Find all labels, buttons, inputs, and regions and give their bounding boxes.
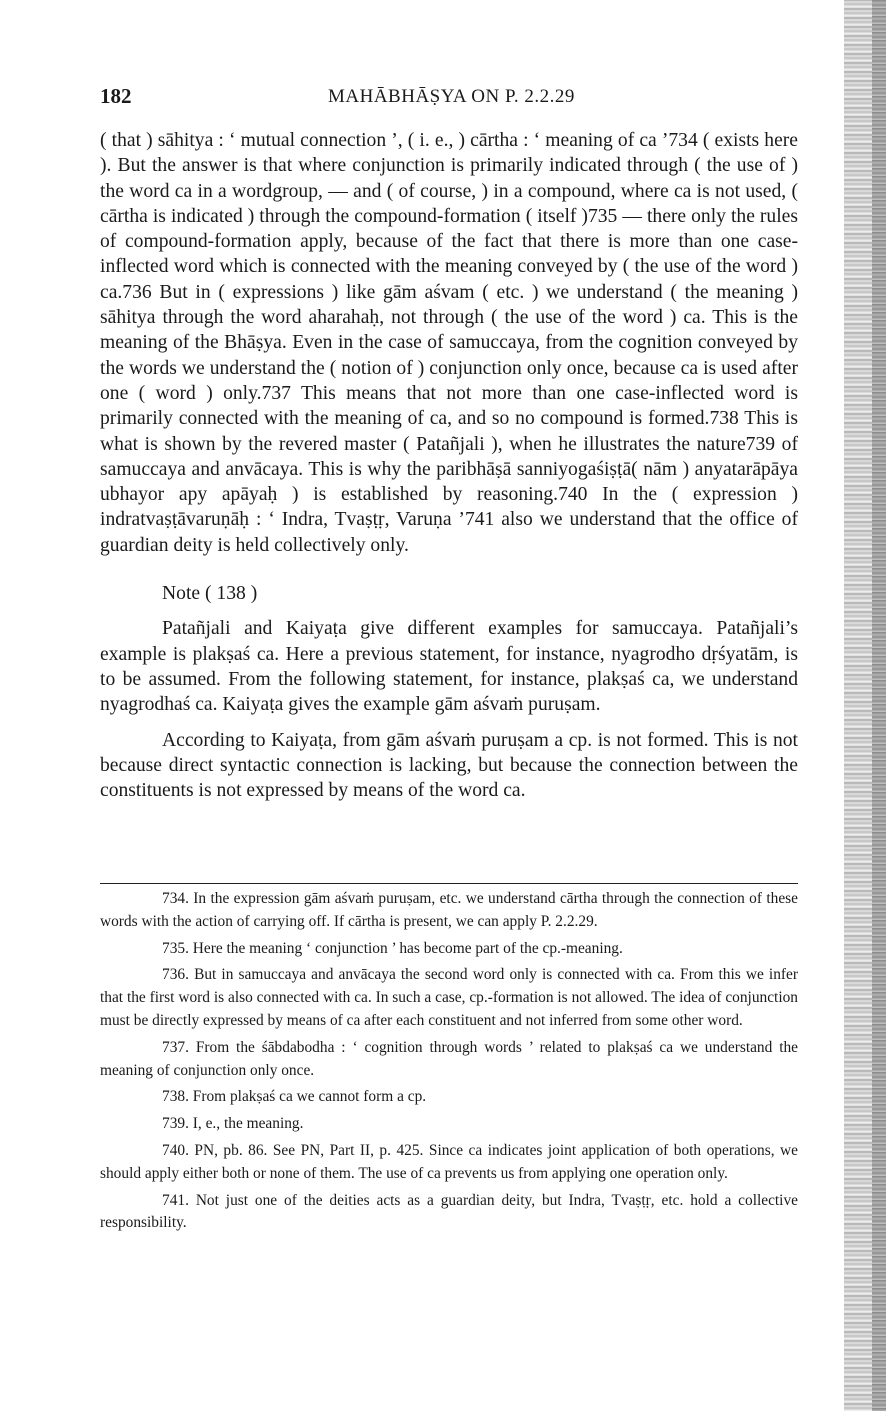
footnote: 740. PN, pb. 86. See PN, Part II, p. 425. Since ca indicates joint application of both operations, we should apply either both or none of them. The use of ca prevents us from applying one operation only. — [100, 1141, 798, 1182]
page-number: 182 — [100, 84, 132, 108]
footnote-divider — [100, 883, 798, 884]
footnotes — [100, 888, 798, 1239]
scanned-page-edge — [844, 0, 886, 1411]
note-heading: Note ( 138 ) — [162, 583, 258, 605]
page-header — [100, 84, 800, 114]
footnote: 741. Not just one of the deities acts as a guardian deity, but Indra, Tvaṣṭṛ, etc. hold a collective responsibility. — [100, 1191, 798, 1232]
running-head: MAHĀBHĀṢYA ON P. 2.2.29 — [328, 86, 575, 107]
footnote: 739. I, e., the meaning. — [162, 1115, 304, 1133]
footnote: 737. From the śābdabodha : ‘ cognition through words ’ related to plakṣaś ca we understand the meaning of conjunction only once. — [100, 1038, 798, 1079]
body-paragraph: ( that ) sāhitya : ‘ mutual connection ’, ( i. e., ) cārtha : ‘ meaning of ca ’734 ( exists here ). But the answer is that where conjunction is primarily indicated through ( the use of ) the word ca in a wordgroup, — and ( of course, ) in a compound, where ca is not used, ( cārtha is indicated ) through the compound-formation ( itself )735 — there only the rules of compound-formation apply, because of the fact that there is more than one case-inflected word which is connected with the meaning conveyed by ( the use of the word ) ca.736 But in ( expressions ) like gām aśvam ( etc. ) we understand ( the meaning ) sāhitya through the word aharahaḥ, not through ( the use of the word ) ca. This is the meaning of the Bhāṣya. Even in the case of samuccaya, from the cognition conveyed by the words we understand the ( notion of ) conjunction only once, because ca is used after one ( word ) only.737 This means that not more than one case-inflected word is primarily connected with the meaning of ca, and so no compound is formed.738 This is what is shown by the revered master ( Patañjali ), when he illustrates the nature739 of samuccaya and anvācaya. This is why the paribhāṣā sanniyogaśiṣṭā( nām ) anyatarāpāya ubhayor apy apāyaḥ ) is established by reasoning.740 In the ( expression ) indratvaṣṭāvaruṇāḥ : ‘ Indra, Tvaṣṭṛ, Varuṇa ’741 also we understand that the office of guardian deity is held collectively only. — [100, 130, 798, 556]
main-text — [100, 128, 798, 803]
footnote: 738. From plakṣaś ca we cannot form a cp. — [162, 1088, 427, 1106]
footnote: 735. Here the meaning ‘ conjunction ’ has become part of the cp.-meaning. — [162, 939, 623, 957]
note-paragraph: According to Kaiyaṭa, from gām aśvaṁ puruṣam a cp. is not formed. This is not because direct syntactic connection is lacking, but because the connection between the constituents is not expressed by means of the word ca. — [100, 729, 798, 802]
footnote: 734. In the expression gām aśvaṁ puruṣam, etc. we understand cārtha through the connection of these words with the action of carrying off. If cārtha is present, we can apply P. 2.2.29. — [100, 890, 798, 930]
footnote: 736. But in samuccaya and anvācaya the second word only is connected with ca. From this we infer that the first word is also connected with ca. In such a case, cp.-formation is not allowed. The idea of conjunction must be directly expressed by means of ca after each constituent and not inferred from some other word. — [100, 966, 798, 1029]
note-paragraph: Patañjali and Kaiyaṭa give different examples for samuccaya. Patañjali’s example is plakṣaś ca. Here a previous statement, for instance, nyagrodho dṛśyatām, is to be assumed. From the following statement, for instance, plakṣaś ca, we understand nyagrodhaś ca. Kaiyaṭa gives the example gām aśvaṁ puruṣam. — [100, 618, 798, 716]
